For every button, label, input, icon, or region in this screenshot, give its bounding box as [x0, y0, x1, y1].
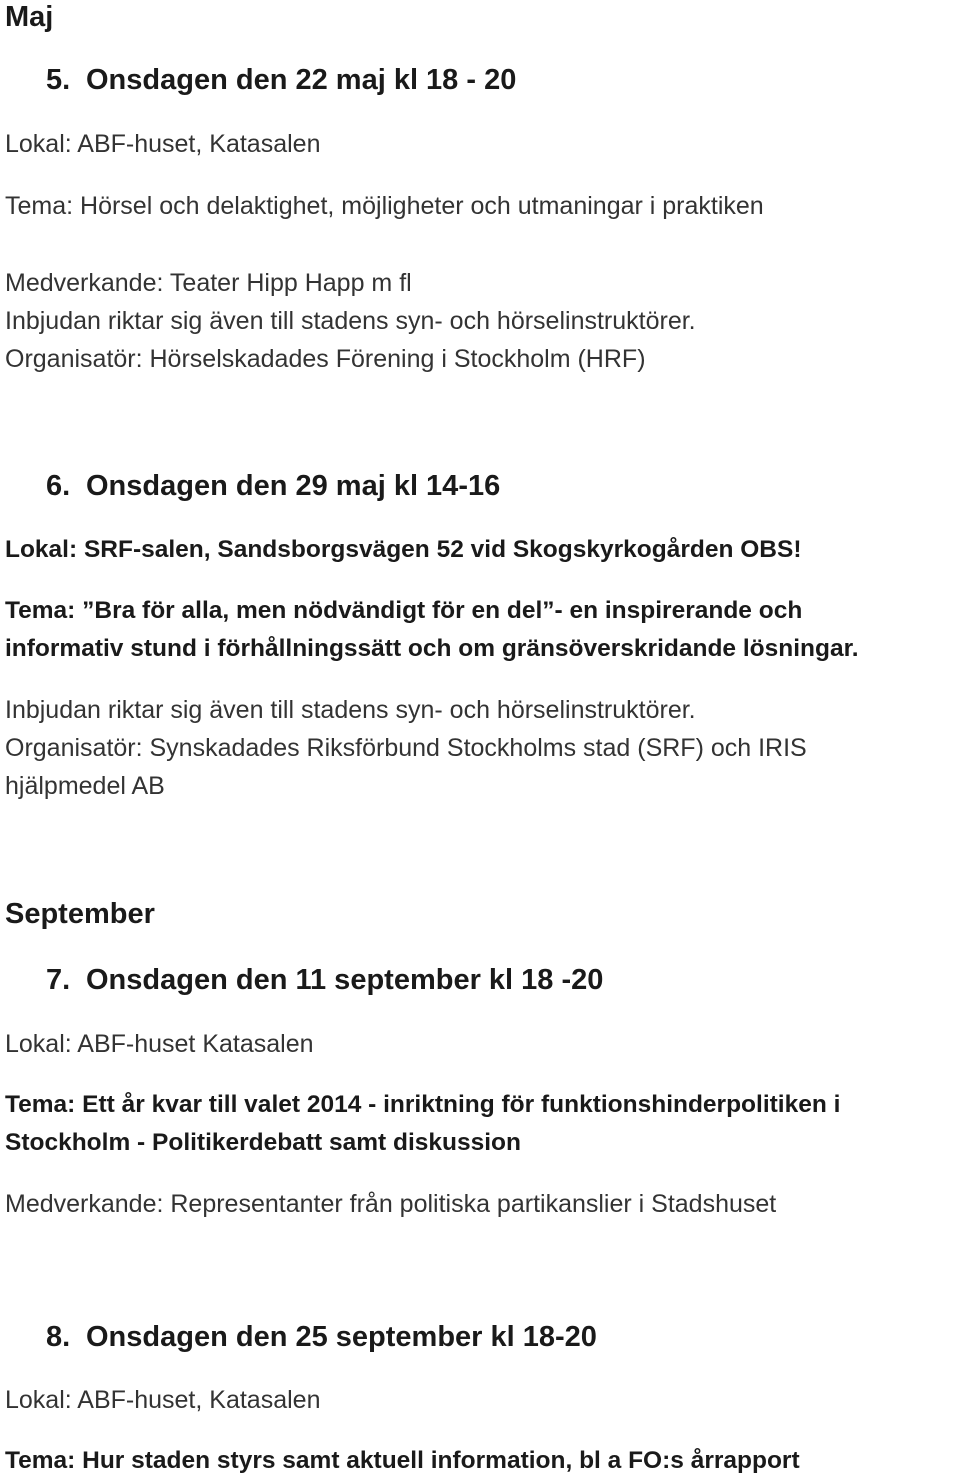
event-6-organisator-line-1: Organisatör: Synskadades Riksförbund Stockholms stad (SRF) och IRIS	[5, 734, 807, 762]
event-6-heading	[46, 469, 500, 504]
event-6-tema-line-2: informativ stund i förhållningssätt och om gränsöverskridande lösningar.	[5, 635, 859, 662]
event-5-organisator: Organisatör: Hörselskadades Förening i Stockholm (HRF)	[5, 345, 646, 373]
event-title: Onsdagen den 22 maj kl 18 - 20	[86, 64, 517, 96]
event-6-tema-line-1: Tema: ”Bra för alla, men nödvändigt för en del”- en inspirerande och	[5, 597, 803, 624]
event-8-lokal: Lokal: ABF-huset, Katasalen	[5, 1386, 321, 1414]
event-6-lokal: Lokal: SRF-salen, Sandsborgsvägen 52 vid Skogskyrkogården OBS!	[5, 536, 802, 563]
event-5-medverkande: Medverkande: Teater Hipp Happ m fl	[5, 269, 412, 297]
event-8-heading	[46, 1320, 597, 1355]
event-5-lokal: Lokal: ABF-huset, Katasalen	[5, 130, 321, 158]
event-number: 6.	[46, 470, 71, 502]
event-7-tema-line-2: Stockholm - Politikerdebatt samt diskussion	[5, 1129, 521, 1156]
month-heading-september: September	[5, 898, 155, 930]
event-number: 8.	[46, 1321, 71, 1353]
event-5-inbjudan: Inbjudan riktar sig även till stadens syn- och hörselinstruktörer.	[5, 307, 696, 335]
event-5-heading	[46, 63, 516, 98]
event-title: Onsdagen den 25 september kl 18-20	[86, 1321, 597, 1353]
event-7-medverkande: Medverkande: Representanter från politiska partikanslier i Stadshuset	[5, 1190, 777, 1218]
event-title: Onsdagen den 29 maj kl 14-16	[86, 470, 501, 502]
event-title: Onsdagen den 11 september kl 18 -20	[86, 964, 604, 996]
event-6-inbjudan: Inbjudan riktar sig även till stadens syn- och hörselinstruktörer.	[5, 696, 696, 724]
event-7-tema-line-1: Tema: Ett år kvar till valet 2014 - inriktning för funktionshinderpolitiken i	[5, 1091, 841, 1118]
event-7-heading	[46, 963, 603, 998]
event-7-lokal: Lokal: ABF-huset Katasalen	[5, 1030, 314, 1058]
event-8-tema: Tema: Hur staden styrs samt aktuell information, bl a FO:s årrapport	[5, 1447, 800, 1474]
event-6-organisator-line-2: hjälpmedel AB	[5, 772, 165, 800]
event-5-tema: Tema: Hörsel och delaktighet, möjligheter och utmaningar i praktiken	[5, 192, 764, 220]
event-number: 5.	[46, 64, 71, 96]
event-number: 7.	[46, 964, 71, 996]
month-heading-may: Maj	[5, 1, 54, 33]
